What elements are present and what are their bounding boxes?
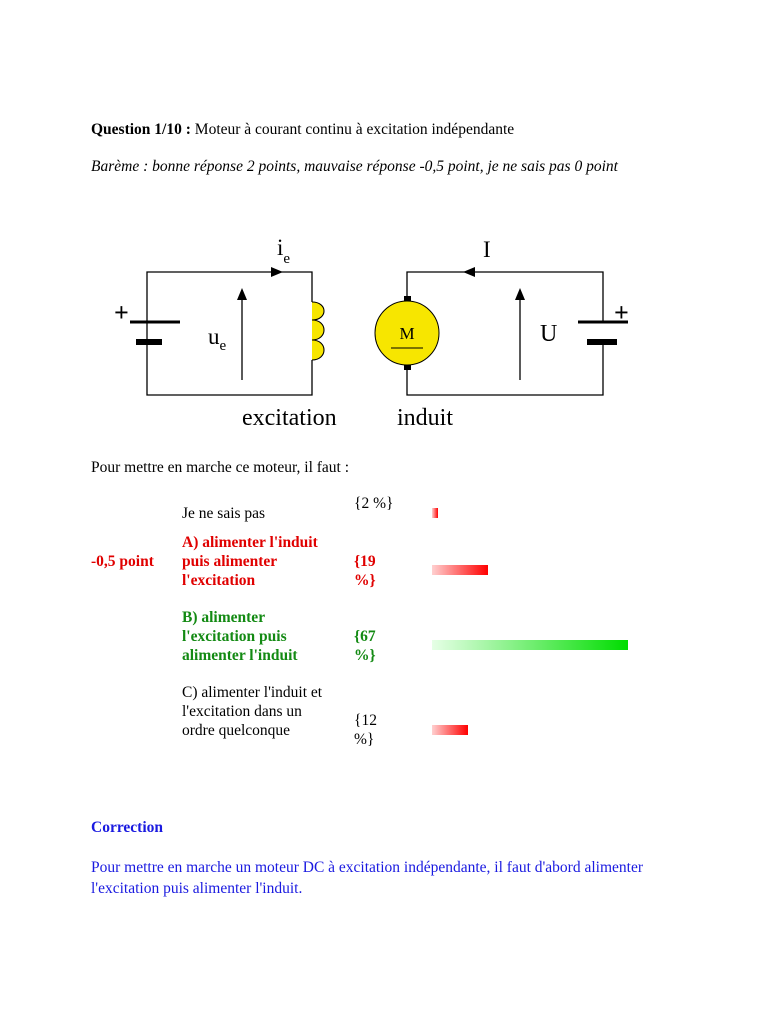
correction-title: Correction <box>91 819 164 836</box>
voltage-label: U <box>540 321 558 347</box>
penalty-label: -0,5 point <box>91 553 154 570</box>
answer-b-bar <box>432 640 628 650</box>
induit-label: induit <box>397 405 454 431</box>
answer-c-bar <box>432 725 468 735</box>
scoring-rules: Barème : bonne réponse 2 points, mauvaise réponse -0,5 point, je ne sais pas 0 point <box>91 158 618 175</box>
question-prompt: Pour mettre en marche ce moteur, il faut : <box>91 459 350 476</box>
answer-c-percent: {12 %} <box>354 712 377 748</box>
motor-label: M <box>399 324 415 343</box>
excitation-battery <box>130 322 180 344</box>
answer-dont-know: Je ne sais pas <box>182 505 266 522</box>
question-number: Question 1/10 : <box>91 121 191 138</box>
answer-a-bar <box>432 565 488 575</box>
ie-label: $i_e$ <box>277 235 291 267</box>
ue-arrow <box>237 288 247 380</box>
excitation-coil <box>312 302 324 364</box>
answer-c: C) alimenter l'induit et l'excitation dans un ordre quelconque <box>182 684 323 739</box>
answer-dont-know-percent: {2 %} <box>354 495 394 512</box>
current-arrow <box>463 267 475 277</box>
circuit-diagram <box>100 232 660 437</box>
answer-b: B) alimenter l'excitation puis alimenter l'induit <box>182 609 298 664</box>
correction-text: Pour mettre en marche un moteur DC à excitation indépendante, il faut d'abord alimenter l'excitation puis alimenter l'induit. <box>91 859 643 897</box>
answer-a: A) alimenter l'induit puis alimenter l'excitation <box>182 534 318 589</box>
answer-dont-know-bar <box>432 508 438 518</box>
answer-a-percent: {19 %} <box>354 553 376 589</box>
ue-label: $u_e$ <box>208 324 227 354</box>
excitation-label: excitation <box>242 405 337 431</box>
question-title: Moteur à courant continu à excitation indépendante <box>194 121 515 138</box>
induit-plus: + <box>614 298 629 327</box>
question-header <box>91 121 514 139</box>
voltage-arrow <box>515 288 525 380</box>
answer-b-percent: {67 %} <box>354 628 376 664</box>
ie-arrow <box>271 267 283 277</box>
current-label: I <box>483 237 491 262</box>
excitation-circuit <box>147 272 312 395</box>
excitation-plus: + <box>114 298 129 327</box>
